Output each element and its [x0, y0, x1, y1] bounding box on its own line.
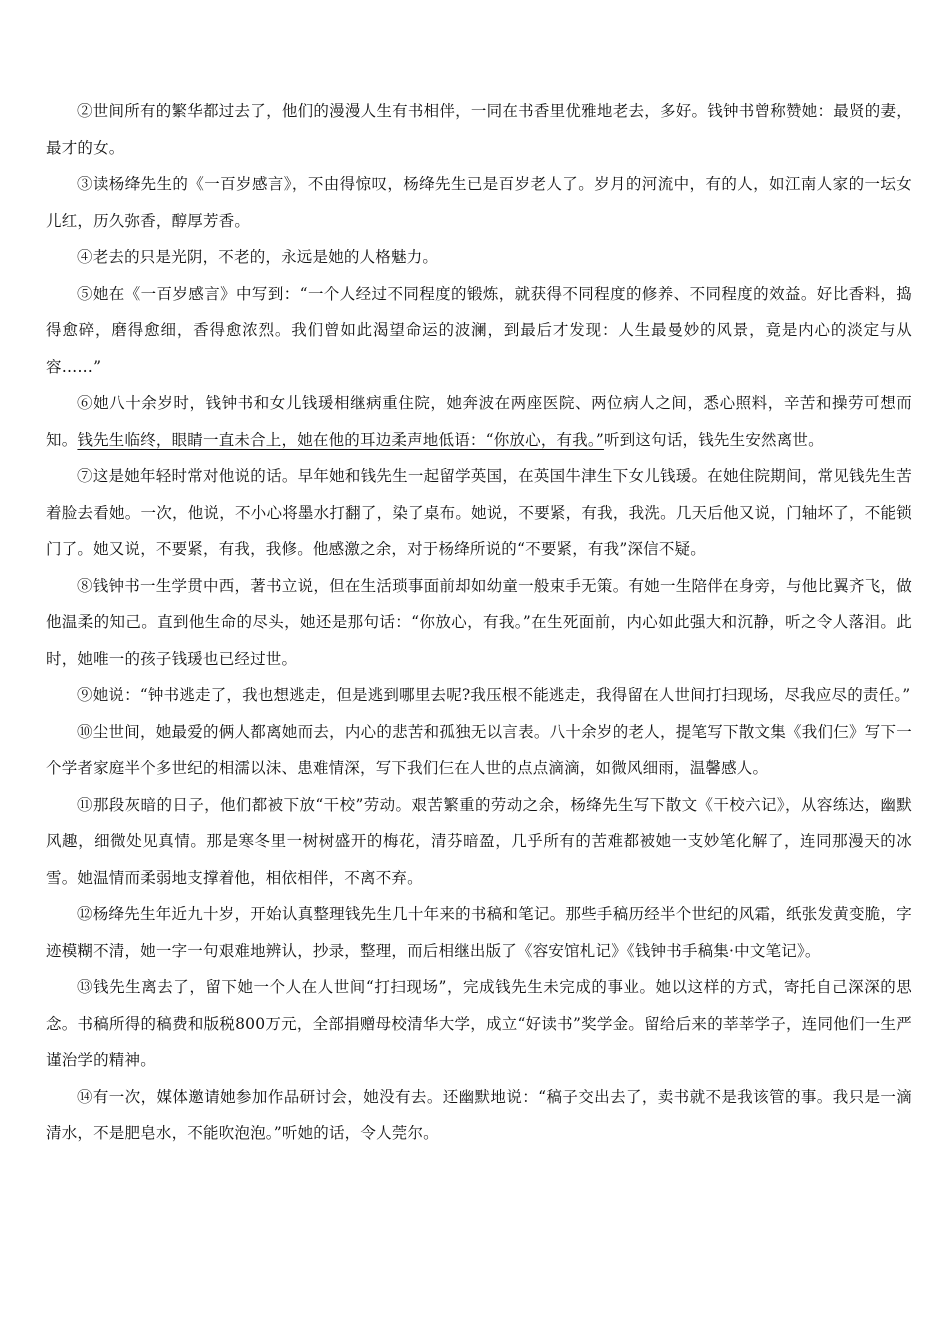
paragraph-7: ⑦这是她年轻时常对他说的话。早年她和钱先生一起留学英国，在英国牛津生下女儿钱瑗。在她住院期间，常见钱先生苦着脸去看她。一次，他说，不小心将墨水打翻了，染了桌布。她说，不要紧，有我，我洗。几天后他又说，门轴坏了，不能锁门了。她又说，不要紧，有我，我修。他感激之余，对于杨绛所说的“不要紧，有我”深信不疑。 — [46, 467, 912, 558]
paragraph-6-tail: 听到这句话，钱先生安然离世。 — [604, 430, 824, 449]
paragraph-5: ⑤她在《一百岁感言》中写到：“一个人经过不同程度的锻炼，就获得不同程度的修养、不同程度的效益。好比香料，捣得愈碎，磨得愈细，香得愈浓烈。我们曾如此渴望命运的波澜，到最后才发现：人生最曼妙的风景，竟是内心的淡定与从容……” — [46, 284, 912, 376]
paragraph-10: ⑩尘世间，她最爱的俩人都离她而去，内心的悲苦和孤独无以言表。八十余岁的老人，提笔写下散文集《我们仨》写下一个学者家庭半个多世纪的相濡以沫、患难情深，写下我们仨在人世的点点滴滴，如微风细雨，温馨感人。 — [46, 722, 912, 777]
paragraph-13: ⑬钱先生离去了，留下她一个人在人世间“打扫现场”，完成钱先生未完成的事业。她以这样的方式，寄托自己深深的思念。书稿所得的稿费和版税800万元，全部捐赠母校清华大学，成立“好读书”奖学金。留给后来的莘莘学子，连同他们一生严谨治学的精神。 — [46, 978, 912, 1069]
paragraph-2: ②世间所有的繁华都过去了，他们的漫漫人生有书相伴，一同在书香里优雅地老去，多好。钱钟书曾称赞她：最贤的妻，最才的女。 — [46, 102, 912, 157]
underlined-sentence: 钱先生临终，眼睛一直未合上，她在他的耳边柔声地低语：“你放心，有我。” — [77, 430, 605, 449]
paragraph-8: ⑧钱钟书一生学贯中西，著书立说，但在生活琐事面前却如幼童一般束手无策。有她一生陪伴在身旁，与他比翼齐飞，做他温柔的知己。直到他生命的尽头，她还是那句话：“你放心，有我。”在生死面前，内心如此强大和沉静，听之令人落泪。此时，她唯一的孩子钱瑗也已经过世。 — [46, 576, 912, 668]
paragraph-12: ⑫杨绛先生年近九十岁，开始认真整理钱先生几十年来的书稿和笔记。那些手稿历经半个世纪的风霜，纸张发黄变脆，字迹模糊不清，她一字一句艰难地辨认，抄录，整理，而后相继出版了《容安馆札记》《钱钟书手稿集·中文笔记》。 — [46, 905, 912, 960]
paragraph-3: ③读杨绛先生的《一百岁感言》，不由得惊叹，杨绛先生已是百岁老人了。岁月的河流中，有的人，如江南人家的一坛女儿红，历久弥香，醇厚芳香。 — [46, 175, 912, 230]
paragraph-6-lead: ⑥她八十余岁时，钱钟书和女儿钱瑗相继病重住院，她奔波在两座医院、两位病人之间，悉心照料，辛苦和操劳可想而知。 — [46, 394, 912, 449]
paragraph-11: ⑪那段灰暗的日子，他们都被下放“干校”劳动。艰苦繁重的劳动之余，杨绛先生写下散文《干校六记》，从容练达，幽默风趣，细微处见真情。那是寒冬里一树树盛开的梅花，清芬暗盈，几乎所有的苦难都被她一支妙笔化解了，连同那漫天的冰雪。她温情而柔弱地支撑着他，相依相伴，不离不弃。 — [46, 795, 912, 887]
paragraph-4: ④老去的只是光阴，不老的，永远是她的人格魅力。 — [77, 248, 439, 266]
paragraph-14: ⑭有一次，媒体邀请她参加作品研讨会，她没有去。还幽默地说：“稿子交出去了，卖书就不是我该管的事。我只是一滴清水，不是肥皂水，不能吹泡泡。”听她的话，令人莞尔。 — [46, 1087, 912, 1142]
paragraph-6 — [46, 385, 912, 458]
article-body — [46, 93, 912, 1152]
paragraph-9: ⑨她说：“钟书逃走了，我也想逃走，但是逃到哪里去呢?我压根不能逃走，我得留在人世间打扫现场，尽我应尽的责任。” — [77, 686, 911, 704]
